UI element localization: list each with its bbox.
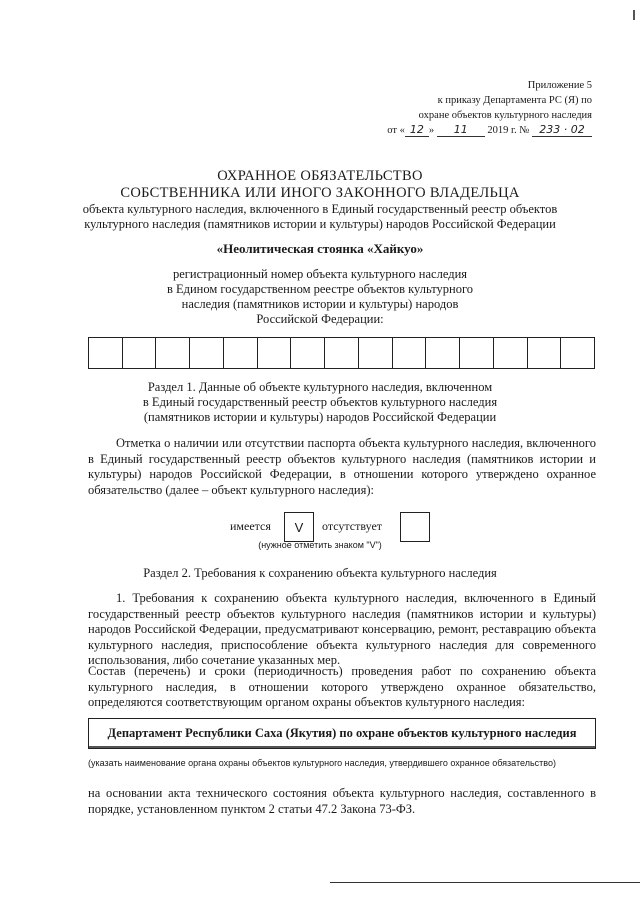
reg-number-cell[interactable] bbox=[123, 338, 157, 368]
title-line-3: объекта культурного наследия, включенного в Единый государственный реестр объектов bbox=[82, 202, 558, 216]
reg-number-cell[interactable] bbox=[156, 338, 190, 368]
appendix-order-ref: к приказу Департамента РС (Я) по bbox=[437, 95, 592, 106]
handwritten-order-number: 233 · 02 bbox=[532, 124, 592, 137]
reg-number-cell[interactable] bbox=[89, 338, 123, 368]
object-name: «Неолитическая стоянка «Хайкуо» bbox=[216, 241, 424, 256]
appendix-number: Приложение 5 bbox=[527, 80, 592, 91]
reg-number-grid bbox=[88, 337, 595, 369]
section-1-heading: Раздел 1. Данные об объекте культурного наследия, включенном в Единый государственный реестр объектов культурного наследия (памятников истории и культуры) народов Российской Федерации bbox=[142, 380, 498, 424]
reg-number-cell[interactable] bbox=[561, 338, 594, 368]
no-passport-label: отсутствует bbox=[322, 519, 383, 533]
has-passport-label: имеется bbox=[230, 519, 271, 533]
reg-number-cell[interactable] bbox=[460, 338, 494, 368]
agency-note: (указать наименование органа охраны объектов культурного наследия, утвердившего охранное обязательство) bbox=[88, 758, 556, 768]
reg-number-cell[interactable] bbox=[224, 338, 258, 368]
no-passport-checkbox[interactable] bbox=[400, 512, 430, 542]
page-bottom-rule bbox=[330, 882, 640, 883]
basis-paragraph: на основании акта технического состояния объекта культурного наследия, составленного в порядке, установленном пунктом 2 статьи 47.2 Закона 73-ФЗ. bbox=[88, 786, 596, 816]
appendix-header bbox=[292, 78, 592, 138]
works-paragraph: Состав (перечень) и сроки (периодичность) проведения работ по сохранению объекта культурного наследия, в отношении которого утверждено охранное обязательство, определяются соответствующим органом охраны объектов культурного наследия: bbox=[88, 664, 596, 709]
has-passport-checkbox[interactable]: V bbox=[284, 512, 314, 542]
reg-number-cell[interactable] bbox=[325, 338, 359, 368]
reg-number-cell[interactable] bbox=[393, 338, 427, 368]
title-line-1: ОХРАННОЕ ОБЯЗАТЕЛЬСТВО bbox=[217, 168, 423, 184]
reg-number-cell[interactable] bbox=[426, 338, 460, 368]
scan-margin-mark bbox=[633, 10, 635, 20]
handwritten-day: 12 bbox=[405, 124, 429, 137]
document-title bbox=[40, 168, 600, 232]
section-2-heading: Раздел 2. Требования к сохранению объекта культурного наследия bbox=[143, 566, 497, 580]
reg-number-cell[interactable] bbox=[494, 338, 528, 368]
reg-number-cell[interactable] bbox=[359, 338, 393, 368]
reg-number-caption: регистрационный номер объекта культурного наследия в Едином государственном реестре объектов культурного наследия (памятников истории и культуры) народов Российской Федерации: bbox=[166, 267, 474, 326]
reg-number-cell[interactable] bbox=[291, 338, 325, 368]
title-line-4: культурного наследия (памятников истории и культуры) народов Российской Федерации bbox=[84, 217, 556, 231]
agency-name-box: Департамент Республики Саха (Якутия) по охране объектов культурного наследия bbox=[88, 718, 596, 749]
title-line-2: СОБСТВЕННИКА ИЛИ ИНОГО ЗАКОННОГО ВЛАДЕЛЬЦА bbox=[120, 185, 520, 201]
reg-number-cell[interactable] bbox=[190, 338, 224, 368]
appendix-order-ref-cont: охране объектов культурного наследия bbox=[418, 110, 592, 121]
reg-number-cell[interactable] bbox=[258, 338, 292, 368]
handwritten-month: 11 bbox=[437, 124, 485, 137]
requirements-paragraph: 1. Требования к сохранению объекта культурного наследия, включенного в Единый государственный реестр объектов культурного наследия (памятников истории и культуры) народов Российской Федерации, предусматривают консервацию, ремонт, реставрацию объекта культурного наследия, приспособление объекта культурного наследия для современного использования, либо сочетание указанных мер. bbox=[88, 591, 596, 667]
passport-paragraph: Отметка о наличии или отсутствии паспорта объекта культурного наследия, включенного в Единый государственный реестр объектов культурного наследия (памятников истории и культуры) народов Российской Федерации, в отношении которого утверждено охранное обязательство (далее – объект культурного наследия): bbox=[88, 436, 596, 497]
mark-instruction: (нужное отметить знаком "V") bbox=[258, 540, 382, 550]
appendix-date-line: от « 12 » 11 2019 г. № 233 · 02 bbox=[292, 123, 592, 138]
reg-number-cell[interactable] bbox=[528, 338, 562, 368]
